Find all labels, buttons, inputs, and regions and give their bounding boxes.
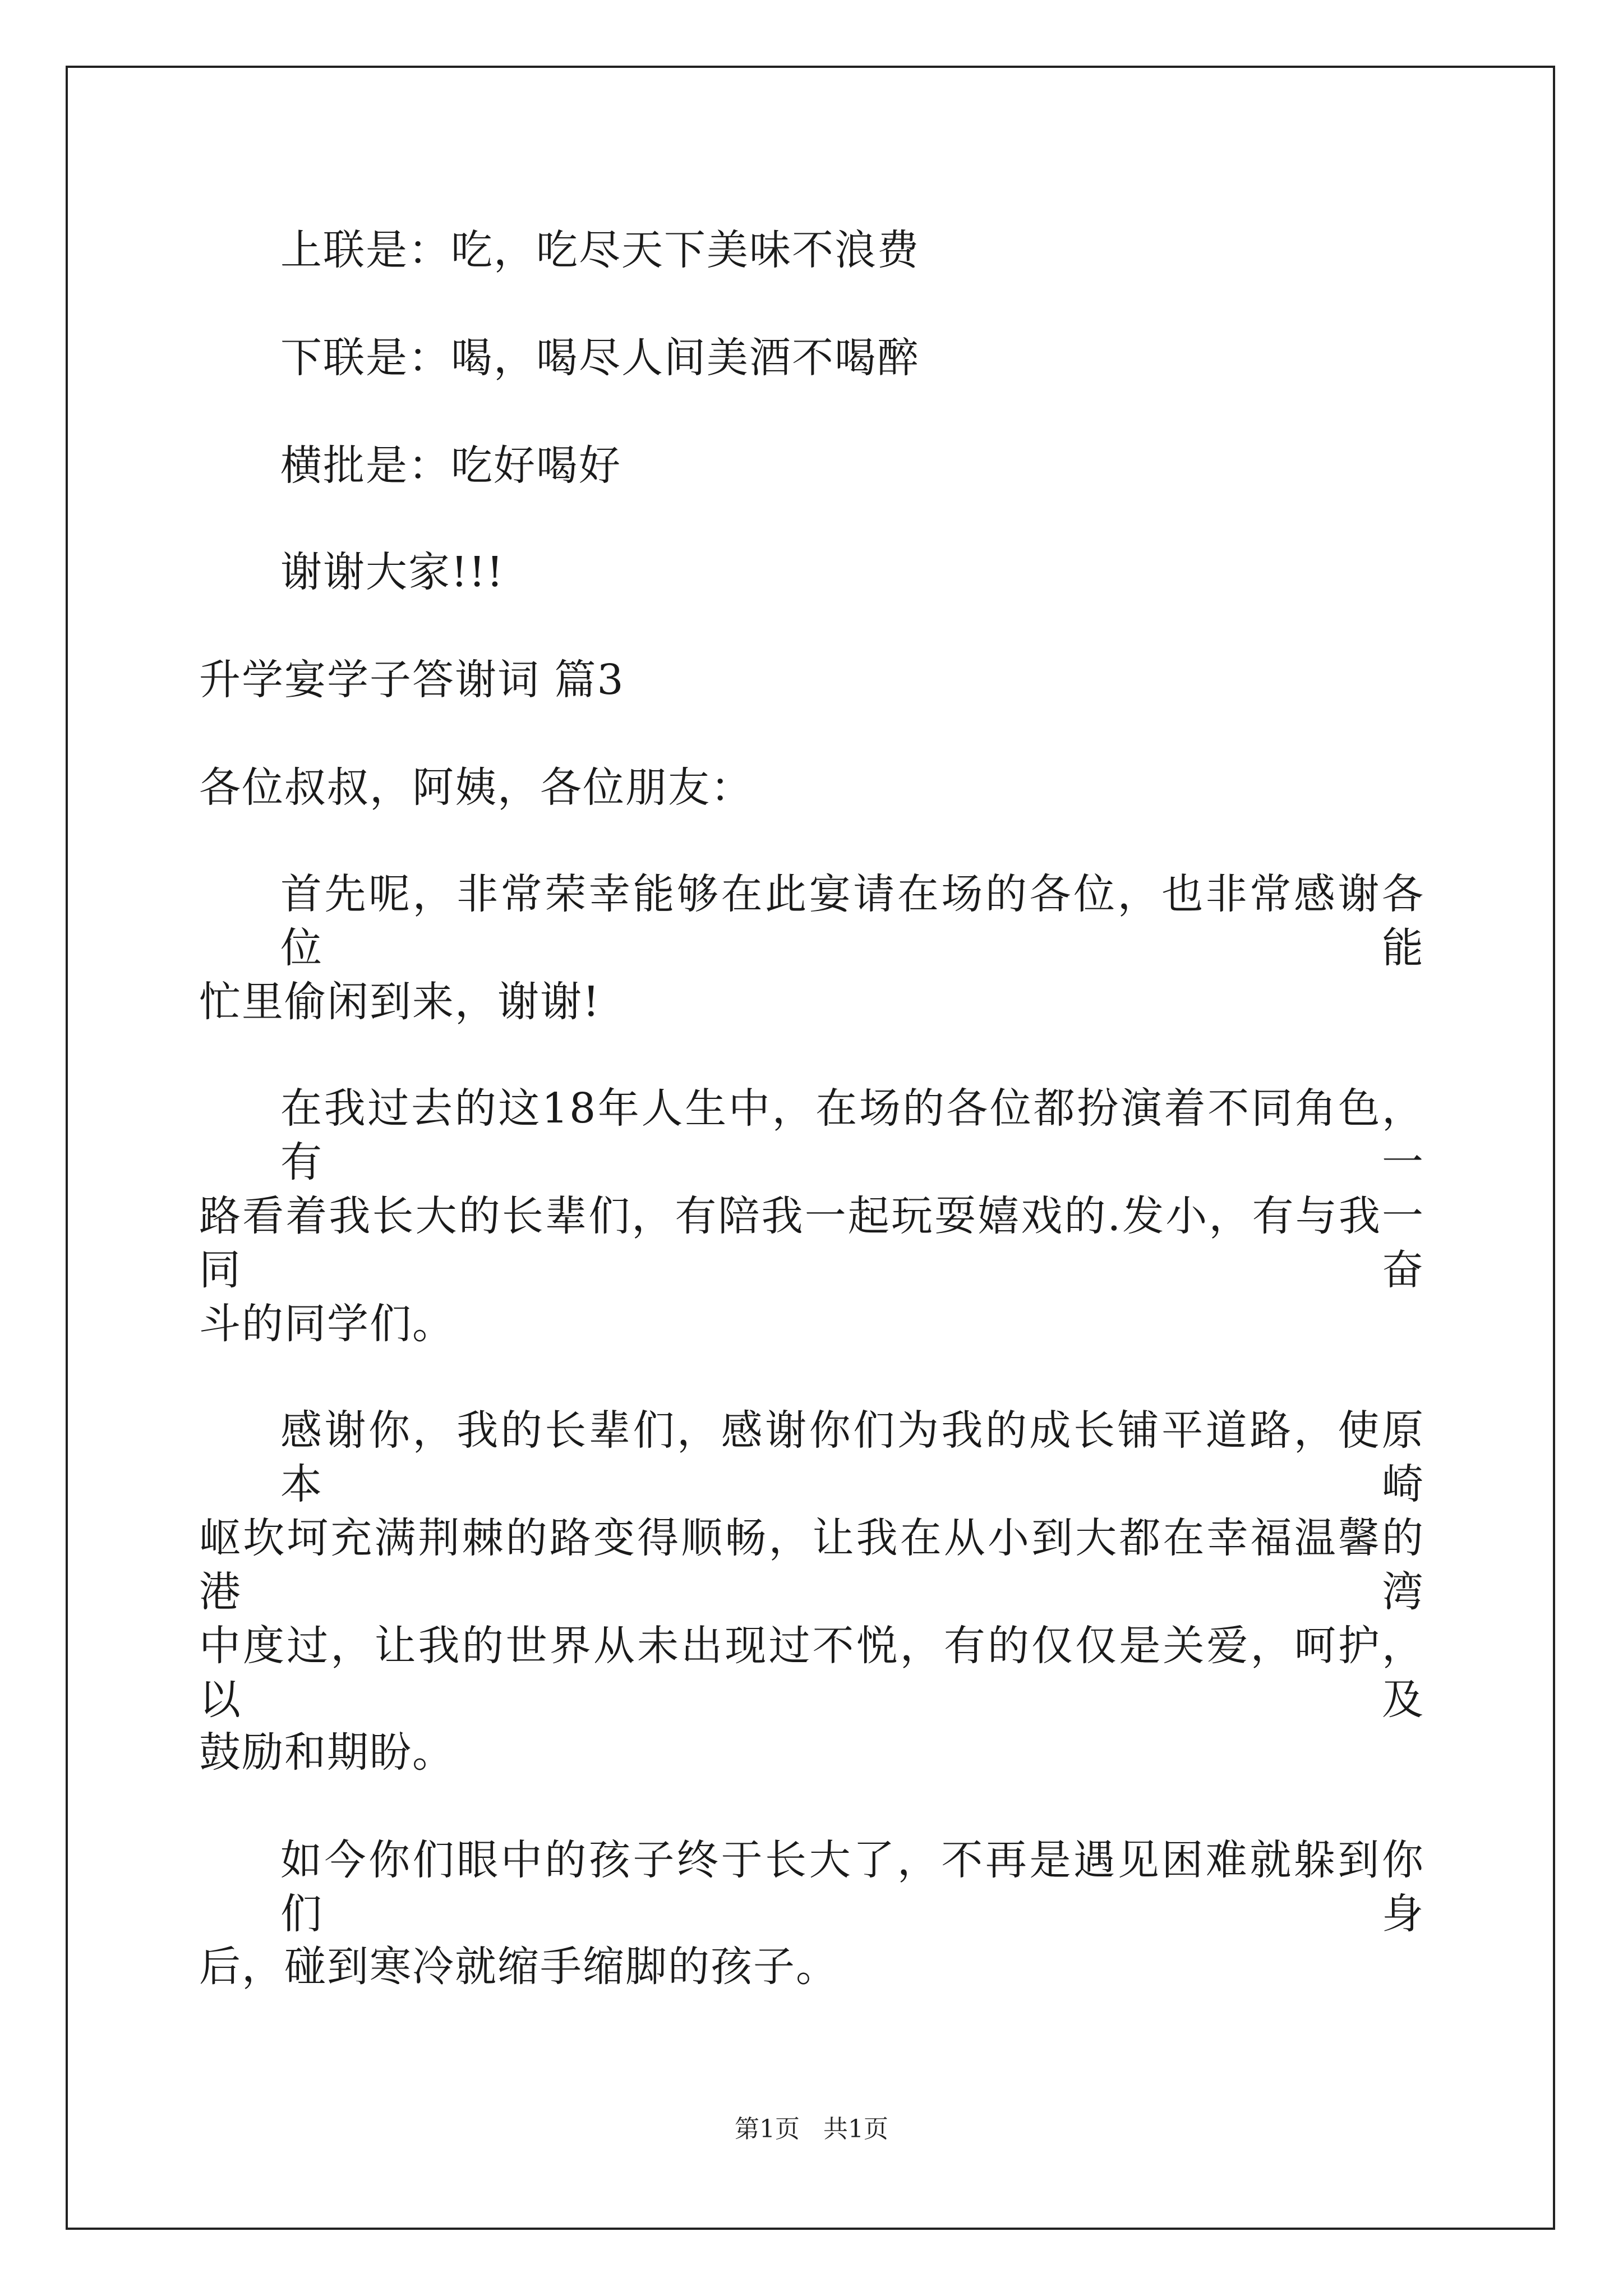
thanks-line: 谢谢大家!!! (280, 548, 505, 596)
couplet-lower: 下联是：喝，喝尽人间美酒不喝醉 (280, 334, 920, 382)
paragraph-line: 在我过去的这18年人生中，在场的各位都扮演着不同角色，有一 (280, 1084, 1424, 1186)
paragraph-line: 路看着我长大的长辈们，有陪我一起玩耍嬉戏的.发小，有与我一同奋 (199, 1192, 1424, 1294)
paragraph-line: 后，碰到寒冷就缩手缩脚的孩子。 (199, 1943, 838, 1991)
couplet-upper: 上联是：吃，吃尽天下美味不浪费 (280, 226, 920, 274)
couplet-horizontal: 横批是：吃好喝好 (280, 441, 621, 490)
paragraph-line: 首先呢，非常荣幸能够在此宴请在场的各位，也非常感谢各位能 (280, 870, 1424, 972)
salutation: 各位叔叔，阿姨，各位朋友： (199, 763, 753, 812)
paragraph-line: 如今你们眼中的孩子终于长大了，不再是遇见困难就躲到你们身 (280, 1836, 1424, 1938)
paragraph-line: 忙里偷闲到来，谢谢! (199, 978, 601, 1026)
section-heading: 升学宴学子答谢词 篇3 (199, 656, 625, 704)
paragraph-line: 感谢你，我的长辈们，感谢你们为我的成长铺平道路，使原本崎 (280, 1406, 1424, 1508)
page-number: 第1页 共1页 (735, 2115, 888, 2143)
paragraph-line: 岖坎坷充满荆棘的路变得顺畅，让我在从小到大都在幸福温馨的港湾 (199, 1514, 1424, 1616)
paragraph-line: 鼓励和期盼。 (199, 1728, 455, 1777)
paragraph-line: 斗的同学们。 (199, 1300, 455, 1348)
paragraph-line: 中度过，让我的世界从未出现过不悦，有的仅仅是关爱，呵护，以及 (199, 1622, 1424, 1724)
